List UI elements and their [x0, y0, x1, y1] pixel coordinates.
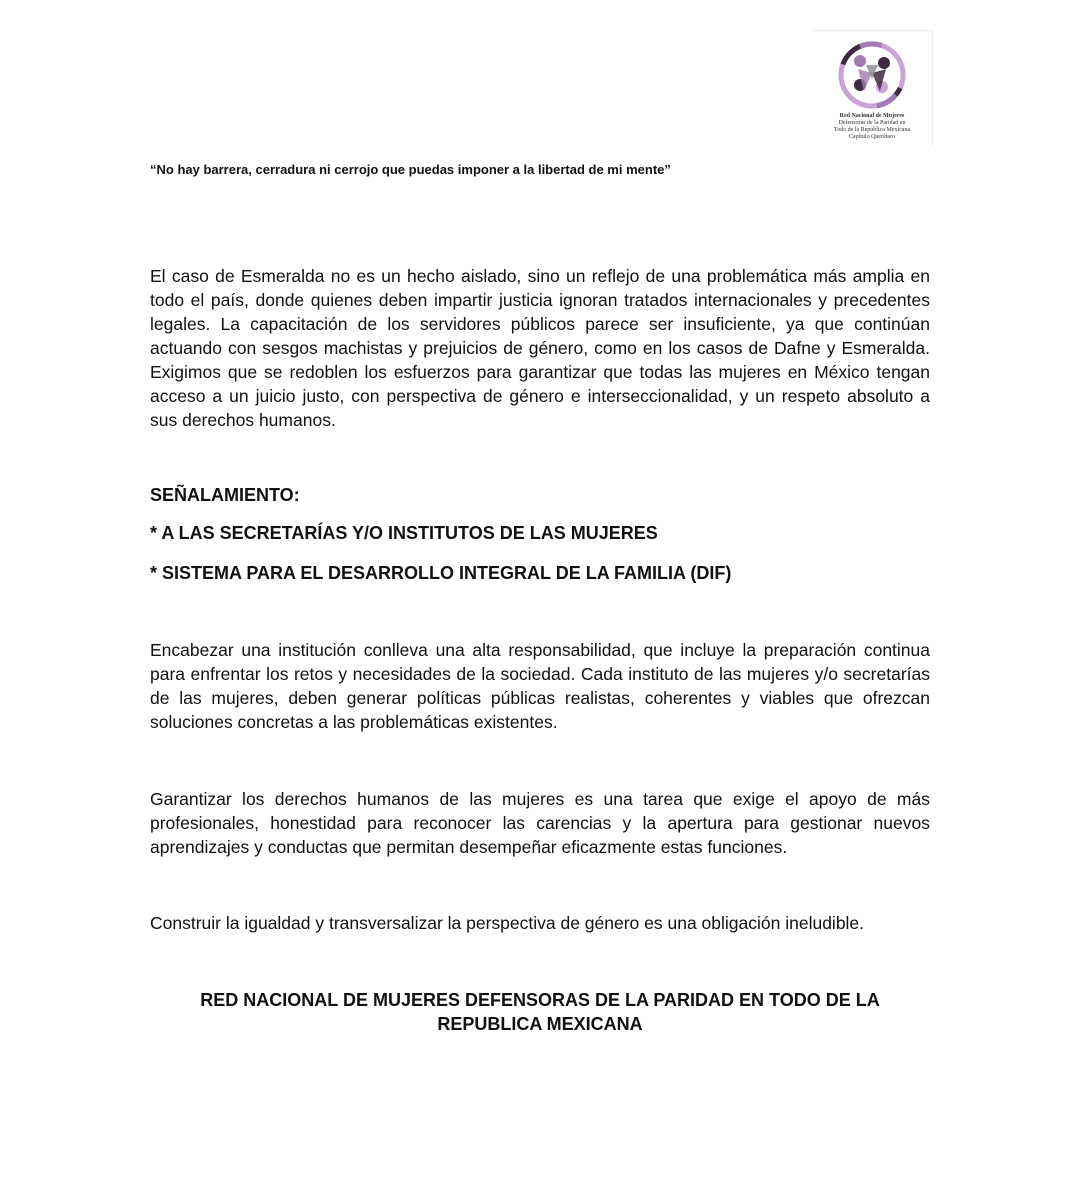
logo-line-4: Capítulo Querétaro [848, 134, 896, 140]
logo-line-2: Defensoras de la Paridad en [838, 120, 906, 126]
header-quote: “No hay barrera, cerradura ni cerrojo que puedas imponer a la libertad de mi mente” [150, 162, 671, 177]
women-circle-logo-icon [836, 39, 908, 111]
paragraph-institution-responsibility: Encabezar una institución conlleva una alta responsabilidad, que incluye la preparación continua para enfrentar los retos y necesidades de la sociedad. Cada instituto de las mujeres y/o secretarías de las mujeres, deben generar políticas públicas realistas, coherentes y viables que ofrezcan soluciones concretas a las problemáticas existentes. [150, 640, 930, 732]
paragraph-human-rights: Garantizar los derechos humanos de las mujeres es una tarea que exige el apoyo de más profesionales, honestidad para reconocer las carencias y la apertura para gestionar nuevos aprendizajes y conductas que permitan desempeñar eficazmente estas funciones. [150, 789, 930, 857]
senalamiento-item-secretarias: * A LAS SECRETARÍAS Y/O INSTITUTOS DE LAS MUJERES [150, 523, 658, 543]
signature-line-2: REPUBLICA MEXICANA [437, 1014, 643, 1034]
paragraph-esmeralda-case: El caso de Esmeralda no es un hecho aislado, sino un reflejo de una problemática más amplia en todo el país, donde quienes deben impartir justicia ignoran tratados internacionales y precedentes legales. La capacitación de los servidores públicos parece ser insuficiente, ya que continúan actuando con sesgos machistas y prejuicios de género, como en los casos de Dafne y Esmeralda. Exigimos que se redoblen los esfuerzos para garantizar que todas las mujeres en México tengan acceso a un juicio justo, con perspectiva de género e interseccionalidad, y un respeto absoluto a sus derechos humanos. [150, 266, 930, 430]
paragraph-equality: Construir la igualdad y transversalizar la perspectiva de género es una obligación ineludible. [150, 913, 865, 933]
logo-caption [812, 113, 932, 141]
organization-logo [812, 30, 933, 146]
logo-line-1: Red Nacional de Mujeres [839, 113, 905, 119]
senalamiento-item-dif: * SISTEMA PARA EL DESARROLLO INTEGRAL DE LA FAMILIA (DIF) [150, 563, 732, 583]
senalamiento-heading: SEÑALAMIENTO: [150, 485, 300, 505]
signature-line-1: RED NACIONAL DE MUJERES DEFENSORAS DE LA PARIDAD EN TODO DE LA [200, 990, 880, 1010]
logo-line-3: Todo de la República Mexicana [833, 127, 911, 133]
signature-block [150, 988, 930, 1036]
